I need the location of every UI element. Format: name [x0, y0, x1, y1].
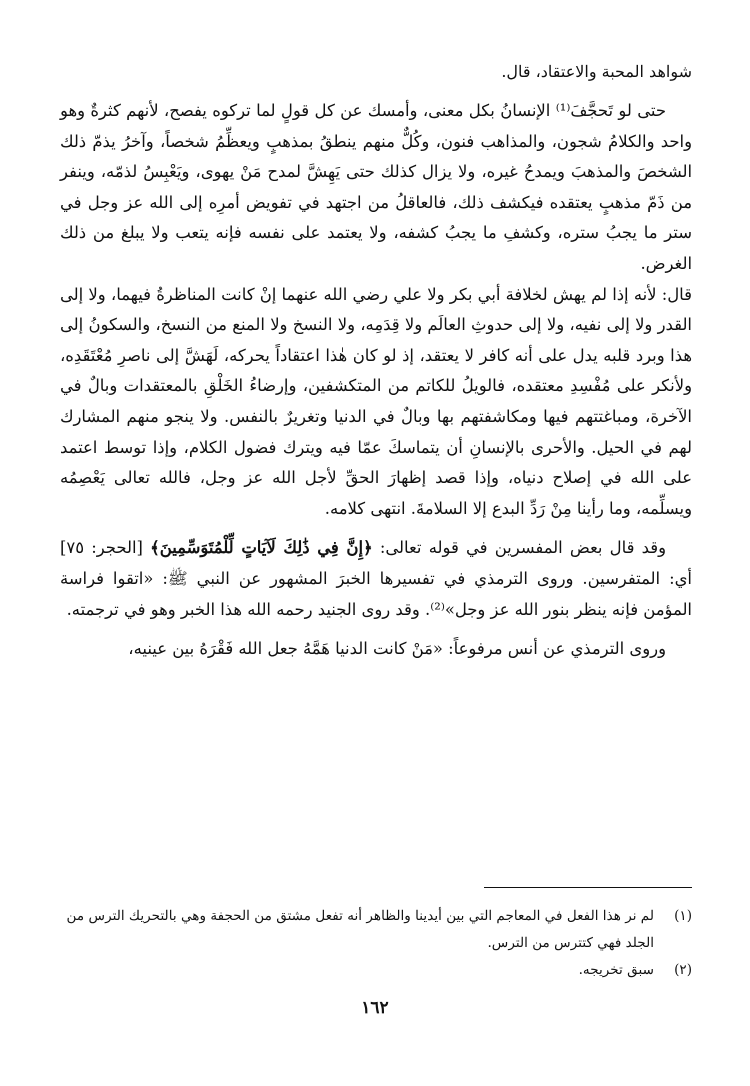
main-text	[60, 96, 692, 665]
running-header: شواهد المحبة والاعتقاد، قال.	[501, 62, 692, 81]
page-number: ١٦٢	[361, 998, 389, 1018]
paragraph-3-intro: وقد قال بعض المفسرين في قوله تعالى:	[379, 538, 666, 558]
footnote-2	[60, 957, 692, 984]
paragraph-2: قال: لأنه إذا لم يهش لخلافة أبي بكر ولا علي رضي الله عنهما إنْ كانت المناظرةُ فيهما، ولا إلى القدر ولا إلى نفيه، ولا إلى حدوثِ العالَم ولا قِدَمِه، ولا النسخ ولا المنع من النسخ، والسكونُ إلى هذا وبرد قلبه يدل على أنه كافر لا يعتقد، إذ لو كان هٰذا اعتقاداً يحركه، لَهَشَّ إلى ناصرِ مُعْتَقَدِه، ولأنكر على مُفْسِدِ معتقده، فالويلُ للكاتم من المتكشفين، وإرضاءُ الخَلْقِ بالمعتقدات وبالٌ في الآخرة، ومباغتتهم فيها ومكاشفتهم بها وبالٌ في الدنيا وتغريرٌ بالنفس. ولا ينجو منهم المشارك لهم في الحيل. والأحرى بالإنسانِ أن يتماسكَ عمّا فيه ويترك فضول الكلام، وإذا توسط اعتمد على الله في إصلاح دنياه، وإذا قصد إظهارَ الحقِّ لأجل الله عز وجل، فالله تعالى يَعْصِمُه ويسلِّمه، وما رأينا مِنْ رَدِّ البدع إلا السلامةَ. انتهى كلامه.	[60, 284, 692, 518]
footnote-2-text: سبق تخريجه.	[578, 962, 654, 978]
paragraph-4: وروى الترمذي عن أنس مرفوعاً: «مَنْ كانت الدنيا هَمَّهُ جعل الله فَقْرَهُ بين عينيه،	[128, 639, 666, 659]
paragraph-3	[60, 533, 692, 625]
footnote-1-text: لم نر هذا الفعل في المعاجم التي بين أيدينا والظاهر أنه تفعل مشتق من الحجفة وهي بالتحريك الترس من الجلد فهي كتترس من الترس.	[66, 908, 654, 951]
paragraph-3-rest: [الحجر: ٧٥] أي: المتفرسين. وروى الترمذي في تفسيرها الخبرَ المشهور عن النبي ﷺ: «اتقوا فراسة المؤمن فإنه ينظر بنور الله عز وجل»⁽²⁾. وقد روى الجنيد رحمه الله هذا الخبر وهو في ترجمته.	[60, 538, 692, 619]
paragraph-1: حتى لو تَحجَّفَ⁽¹⁾ الإنسانُ بكل معنى، وأمسك عن كل قولٍ لما تركوه يفصح، لأنهم كثرةٌ وهو واحد والكلامُ شجون، والمذاهب فنون، وكُلٌّ منهم ينطقُ بمذهبٍ ويعظِّمُ شخصاً، وآخرُ يذمّ ذلك الشخصَ والمذهبَ ويمدحُ غيره، ولا يزال كذلك حتى يَهِشَّ لمدح مَنْ يهوى، ويَعْبِسُ لذمّه، وينفر من ذَمّ مذهبٍ يعتقده فيكشف ذلك، فالعاقلُ من اجتهد في تفويض أمرِه إلى الله عز وجل في ستر ما يجبُ ستره، وكشفِ ما يجبُ كشفه، ولا يعتمد على نفسه فإنه يتعب ولا يبلغ من ذلك الغرض.	[60, 101, 692, 273]
footnotes	[60, 903, 692, 984]
footnote-1	[60, 903, 692, 957]
footnote-divider	[484, 887, 692, 888]
footnote-2-number: (٢)	[674, 962, 692, 978]
footnote-1-number: (١)	[674, 908, 692, 924]
quran-verse: ﴿إِنَّ فِي ذَٰلِكَ لَآيَاتٍ لِّلْمُتَوَسِّمِينَ﴾	[150, 538, 373, 558]
